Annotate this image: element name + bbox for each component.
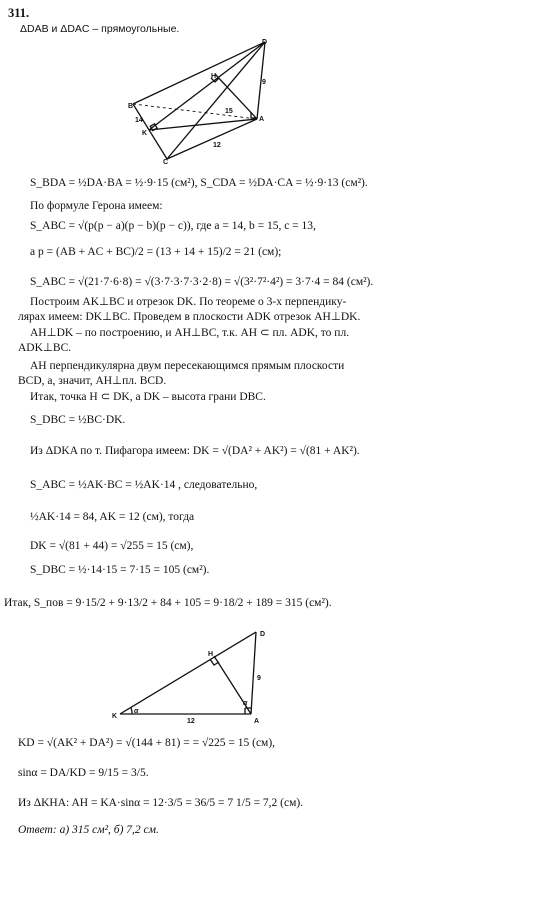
line-s-bda-cda: S_BDA = ½DA·BA = ½·9·15 (см²), S_CDA = ½DA·CA = ½·9·13 (см²). (30, 177, 368, 189)
line-construct-4: ADK⊥BC. (18, 342, 72, 354)
fig1-edge-9: 9 (262, 79, 266, 86)
triangle-figure (110, 624, 270, 728)
line-semiperimeter: а p = (AB + AC + BC)/2 = (13 + 14 + 15)/2 = 21 (см); (30, 246, 282, 258)
line-perpendicular-1: AH перпендикулярна двум пересекающимся прямым плоскости (30, 360, 345, 372)
line-kd: KD = √(AK² + DA²) = √(144 + 81) = = √225 = 15 (см), (18, 737, 276, 749)
line-total-surface: Итак, S_пов = 9·15/2 + 9·13/2 + 84 + 105 = 9·18/2 + 189 = 315 (см²). (4, 597, 332, 609)
line-s-dbc-result: S_DBC = ½·14·15 = 7·15 = 105 (см²). (30, 564, 210, 576)
line-pythagoras: Из ΔDKA по т. Пифагора имеем: DK = √(DA² + AK²) = √(81 + AK²). (30, 445, 360, 457)
fig2-label-a: A (254, 718, 260, 725)
fig2-alpha-k: α (134, 708, 139, 715)
intro-text: ΔDAB и ΔDAC – прямоугольные. (20, 23, 180, 35)
line-height-dk: Итак, точка H ⊂ DK, а DK – высота грани DBC. (30, 391, 266, 403)
fig2-label-h: H (208, 651, 214, 658)
answer-line: Ответ: а) 315 см², б) 7,2 см. (18, 824, 159, 836)
fig1-edge-14: 14 (135, 117, 143, 124)
fig2-edge-12: 12 (187, 718, 195, 725)
line-ah: Из ΔKHA: AH = KA·sinα = 12·3/5 = 36/5 = 7 1/5 = 7,2 (см). (18, 797, 304, 809)
line-heron-formula: S_ABC = √(p(p − a)(p − b)(p − c)), где a = 14, b = 15, c = 13, (30, 220, 316, 232)
fig1-edge-15: 15 (225, 108, 233, 115)
line-construct-3: AH⊥DK – по построению, и AH⊥BC, т.к. AH ⊂ пл. ADK, то пл. (30, 327, 350, 339)
line-construct-1: Построим AK⊥BC и отрезок DK. По теореме о 3-х перпендику- (30, 296, 347, 308)
line-s-dbc-formula: S_DBC = ½BC·DK. (30, 414, 126, 426)
fig1-label-a: A (259, 116, 265, 123)
fig1-label-c: C (163, 159, 169, 164)
fig1-label-h: H (211, 73, 217, 80)
fig2-alpha-a: α (243, 700, 248, 707)
line-construct-2: лярах имеем: DK⊥BC. Проведем в плоскости ADK отрезок AH⊥DK. (18, 311, 361, 323)
line-s-abc-ak: S_ABC = ½AK·BC = ½AK·14 , следовательно, (30, 479, 258, 491)
line-perpendicular-2: BCD, а, значит, AH⊥пл. BCD. (18, 375, 167, 387)
fig2-label-d: D (260, 631, 266, 638)
fig2-label-k: K (112, 713, 118, 720)
fig1-edge-12: 12 (213, 142, 221, 149)
line-ak-result: ½AK·14 = 84, AK = 12 (см), тогда (30, 511, 195, 523)
line-dk-result: DK = √(81 + 44) = √255 = 15 (см), (30, 540, 194, 552)
fig2-edge-9: 9 (257, 675, 261, 682)
fig1-label-k: K (142, 130, 148, 137)
fig1-label-d: D (262, 39, 268, 46)
line-sin-alpha: sinα = DA/KD = 9/15 = 3/5. (18, 767, 149, 779)
problem-number: 311. (8, 6, 30, 20)
line-s-abc: S_ABC = √(21·7·6·8) = √(3·7·3·7·3·2·8) = √(3²·7²·4²) = 3·7·4 = 84 (см²). (30, 276, 374, 288)
line-heron-title: По формуле Герона имеем: (30, 200, 163, 212)
pyramid-figure (125, 34, 285, 164)
fig1-label-b: B (128, 103, 134, 110)
